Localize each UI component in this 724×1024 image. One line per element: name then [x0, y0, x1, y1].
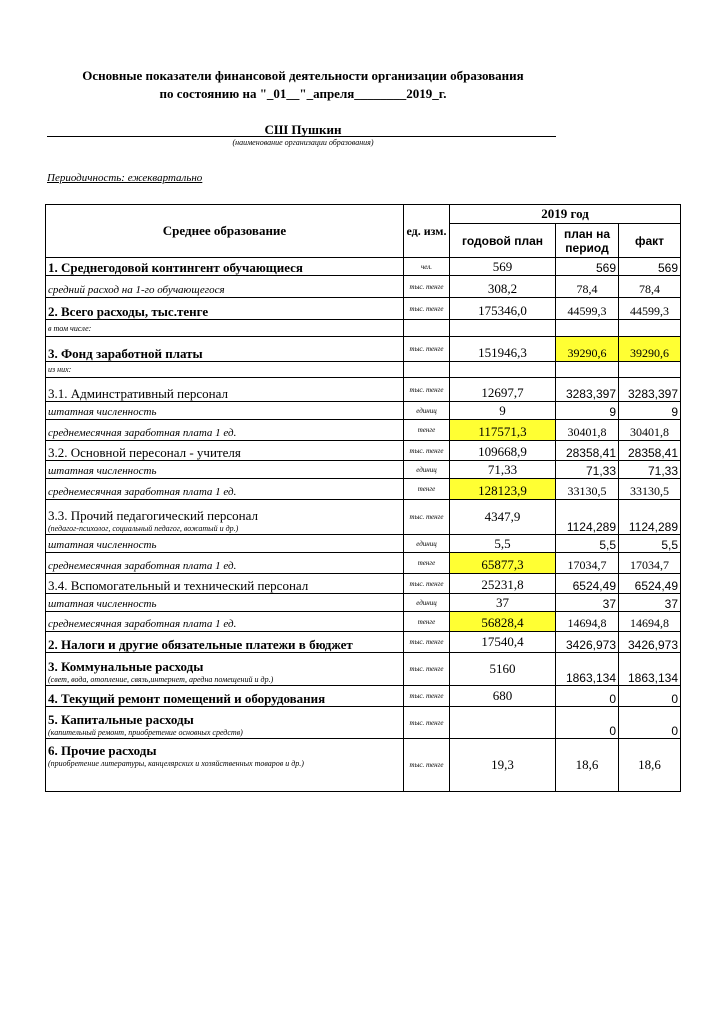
unit-header: ед. изм. — [404, 205, 450, 258]
row-period-plan: 1124,289 — [556, 500, 619, 535]
row-label — [46, 500, 404, 535]
row-unit: тыс. тенге — [404, 574, 450, 594]
row-unit: тыс. тенге — [404, 298, 450, 320]
table-row — [46, 686, 681, 707]
row-fact: 17034,7 — [619, 553, 681, 574]
row-label: штатная численность — [46, 402, 404, 420]
row-period-plan: 28358,41 — [556, 441, 619, 461]
row-label: штатная численность — [46, 461, 404, 479]
row-period-plan: 5,5 — [556, 535, 619, 553]
row-fact: 5,5 — [619, 535, 681, 553]
row-annual-plan: 17540,4 — [450, 632, 556, 653]
row-label: среднемесячная заработная плата 1 ед. — [46, 612, 404, 632]
table-row — [46, 707, 681, 739]
table-row — [46, 298, 681, 320]
row-unit: тыс. тенге — [404, 632, 450, 653]
row-title: 5. Капитальные расходы — [48, 712, 194, 727]
row-fact: 569 — [619, 258, 681, 276]
row-annual-plan: 308,2 — [450, 276, 556, 298]
row-unit: тыс. тенге — [404, 276, 450, 298]
financial-indicators-table — [45, 204, 681, 792]
row-annual-plan: 65877,3 — [450, 553, 556, 574]
row-annual-plan: 5160 — [450, 653, 556, 686]
table-row — [46, 258, 681, 276]
row-period-plan: 78,4 — [556, 276, 619, 298]
row-period-plan: 39290,6 — [556, 337, 619, 362]
table-row — [46, 441, 681, 461]
table-row — [46, 420, 681, 441]
row-period-plan: 18,6 — [556, 739, 619, 792]
row-annual-plan: 71,33 — [450, 461, 556, 479]
row-annual-plan: 12697,7 — [450, 378, 556, 402]
organization-caption: (наименование организации образования) — [232, 138, 374, 147]
table-row — [46, 535, 681, 553]
table-row — [46, 402, 681, 420]
organization-underline — [47, 136, 556, 137]
row-unit: тенге — [404, 420, 450, 441]
row-fact: 0 — [619, 686, 681, 707]
row-period-plan: 6524,49 — [556, 574, 619, 594]
row-fact: 28358,41 — [619, 441, 681, 461]
row-unit: единиц — [404, 402, 450, 420]
row-annual-plan: 680 — [450, 686, 556, 707]
row-fact: 18,6 — [619, 739, 681, 792]
row-fact: 71,33 — [619, 461, 681, 479]
table-row — [46, 479, 681, 500]
row-label — [46, 707, 404, 739]
row-fact: 6524,49 — [619, 574, 681, 594]
table-row — [46, 739, 681, 792]
table-row — [46, 276, 681, 298]
row-period-plan: 9 — [556, 402, 619, 420]
row-label: 3.4. Вспомогательный и технический персонал — [46, 574, 404, 594]
row-unit — [404, 320, 450, 337]
row-annual-plan — [450, 362, 556, 378]
row-unit: единиц — [404, 461, 450, 479]
row-annual-plan: 25231,8 — [450, 574, 556, 594]
row-label: штатная численность — [46, 535, 404, 553]
table-row — [46, 500, 681, 535]
row-annual-plan: 175346,0 — [450, 298, 556, 320]
annual-plan-header: годовой план — [450, 224, 556, 258]
row-period-plan — [556, 362, 619, 378]
table-row — [46, 320, 681, 337]
row-label — [46, 653, 404, 686]
row-unit: тыс. тенге — [404, 653, 450, 686]
row-annual-plan: 56828,4 — [450, 612, 556, 632]
row-annual-plan — [450, 707, 556, 739]
row-label: 3.1. Админстративный персонал — [46, 378, 404, 402]
row-label: среднемесячная заработная плата 1 ед. — [46, 553, 404, 574]
row-label: 1. Среднегодовой контингент обучающиеся — [46, 258, 404, 276]
row-annual-plan: 128123,9 — [450, 479, 556, 500]
row-label: 3. Фонд заработной платы — [46, 337, 404, 362]
table-row — [46, 653, 681, 686]
row-annual-plan: 151946,3 — [450, 337, 556, 362]
row-fact: 1124,289 — [619, 500, 681, 535]
row-period-plan: 14694,8 — [556, 612, 619, 632]
row-annual-plan: 117571,3 — [450, 420, 556, 441]
row-label: среднемесячная заработная плата 1 ед. — [46, 420, 404, 441]
table-header-row — [46, 205, 681, 224]
row-fact: 39290,6 — [619, 337, 681, 362]
row-label: средний расход на 1-го обучающегося — [46, 276, 404, 298]
row-label: 2. Всего расходы, тыс.тенге — [46, 298, 404, 320]
row-period-plan: 569 — [556, 258, 619, 276]
row-fact: 44599,3 — [619, 298, 681, 320]
table-row — [46, 378, 681, 402]
row-period-plan: 3283,397 — [556, 378, 619, 402]
table-row — [46, 574, 681, 594]
row-title: 3. Коммунальные расходы — [48, 659, 204, 674]
row-unit: тыс. тенге — [404, 739, 450, 792]
table-row — [46, 594, 681, 612]
report-date-line: по состоянию на "_01__"_апреля________2019_г. — [159, 86, 447, 101]
table-row — [46, 553, 681, 574]
row-unit: тенге — [404, 479, 450, 500]
row-fact: 37 — [619, 594, 681, 612]
row-fact: 9 — [619, 402, 681, 420]
row-annual-plan: 19,3 — [450, 739, 556, 792]
row-period-plan: 3426,973 — [556, 632, 619, 653]
row-period-plan: 30401,8 — [556, 420, 619, 441]
row-subtitle: (свет, вода, отопление, связь,интернет, аредна помещений и др.) — [48, 675, 274, 684]
row-subtitle: (педагог-психолог, социальный педагог, вожатый и др.) — [48, 524, 239, 533]
report-title: Основные показатели финансовой деятельности организации образования — [82, 68, 524, 83]
row-title: 3.3. Прочий педагогический персонал — [48, 508, 258, 523]
year-header: 2019 год — [450, 205, 681, 224]
section-header: Среднее образование — [46, 205, 404, 258]
row-fact — [619, 320, 681, 337]
row-annual-plan: 4347,9 — [450, 500, 556, 535]
table-row — [46, 632, 681, 653]
table-row — [46, 337, 681, 362]
row-period-plan: 44599,3 — [556, 298, 619, 320]
row-annual-plan: 109668,9 — [450, 441, 556, 461]
row-fact: 1863,134 — [619, 653, 681, 686]
row-unit: тыс. тенге — [404, 500, 450, 535]
row-fact: 3283,397 — [619, 378, 681, 402]
organization-name: СШ Пушкин — [264, 122, 342, 137]
row-label: 4. Текущий ремонт помещений и оборудования — [46, 686, 404, 707]
row-annual-plan: 37 — [450, 594, 556, 612]
row-period-plan — [556, 320, 619, 337]
row-label: 3.2. Основной пересонал - учителя — [46, 441, 404, 461]
row-label: штатная численность — [46, 594, 404, 612]
row-fact: 30401,8 — [619, 420, 681, 441]
row-label — [46, 739, 404, 792]
row-fact: 0 — [619, 707, 681, 739]
row-unit: тыс. тенге — [404, 337, 450, 362]
row-label: 2. Налоги и другие обязательные платежи в бюджет — [46, 632, 404, 653]
row-unit: тенге — [404, 612, 450, 632]
row-unit: тыс. тенге — [404, 441, 450, 461]
row-unit: единиц — [404, 535, 450, 553]
row-label: из них: — [46, 362, 404, 378]
row-unit: чел. — [404, 258, 450, 276]
row-fact — [619, 362, 681, 378]
row-label: среднемесячная заработная плата 1 ед. — [46, 479, 404, 500]
row-unit: тыс. тенге — [404, 707, 450, 739]
periodicity-label: Периодичность: ежеквартально — [47, 172, 203, 184]
table-row — [46, 461, 681, 479]
fact-header: факт — [619, 224, 681, 258]
row-fact: 78,4 — [619, 276, 681, 298]
row-unit: тыс. тенге — [404, 686, 450, 707]
row-label: в том числе: — [46, 320, 404, 337]
row-period-plan: 71,33 — [556, 461, 619, 479]
row-unit: единиц — [404, 594, 450, 612]
row-unit: тенге — [404, 553, 450, 574]
row-annual-plan: 569 — [450, 258, 556, 276]
row-unit — [404, 362, 450, 378]
row-unit: тыс. тенге — [404, 378, 450, 402]
row-fact: 14694,8 — [619, 612, 681, 632]
row-subtitle: (приобретение литературы, канцелярских и хозяйственных товаров и др.) — [48, 759, 304, 768]
row-period-plan: 1863,134 — [556, 653, 619, 686]
row-annual-plan — [450, 320, 556, 337]
row-period-plan: 33130,5 — [556, 479, 619, 500]
period-plan-header: план на период — [556, 224, 619, 258]
row-period-plan: 17034,7 — [556, 553, 619, 574]
row-title: 6. Прочие расходы — [48, 743, 157, 758]
row-subtitle: (капительный ремонт, приобретение основных средств) — [48, 728, 243, 737]
row-annual-plan: 5,5 — [450, 535, 556, 553]
table-row — [46, 362, 681, 378]
row-period-plan: 37 — [556, 594, 619, 612]
table-row — [46, 612, 681, 632]
row-fact: 33130,5 — [619, 479, 681, 500]
row-period-plan: 0 — [556, 686, 619, 707]
row-fact: 3426,973 — [619, 632, 681, 653]
row-annual-plan: 9 — [450, 402, 556, 420]
row-period-plan: 0 — [556, 707, 619, 739]
